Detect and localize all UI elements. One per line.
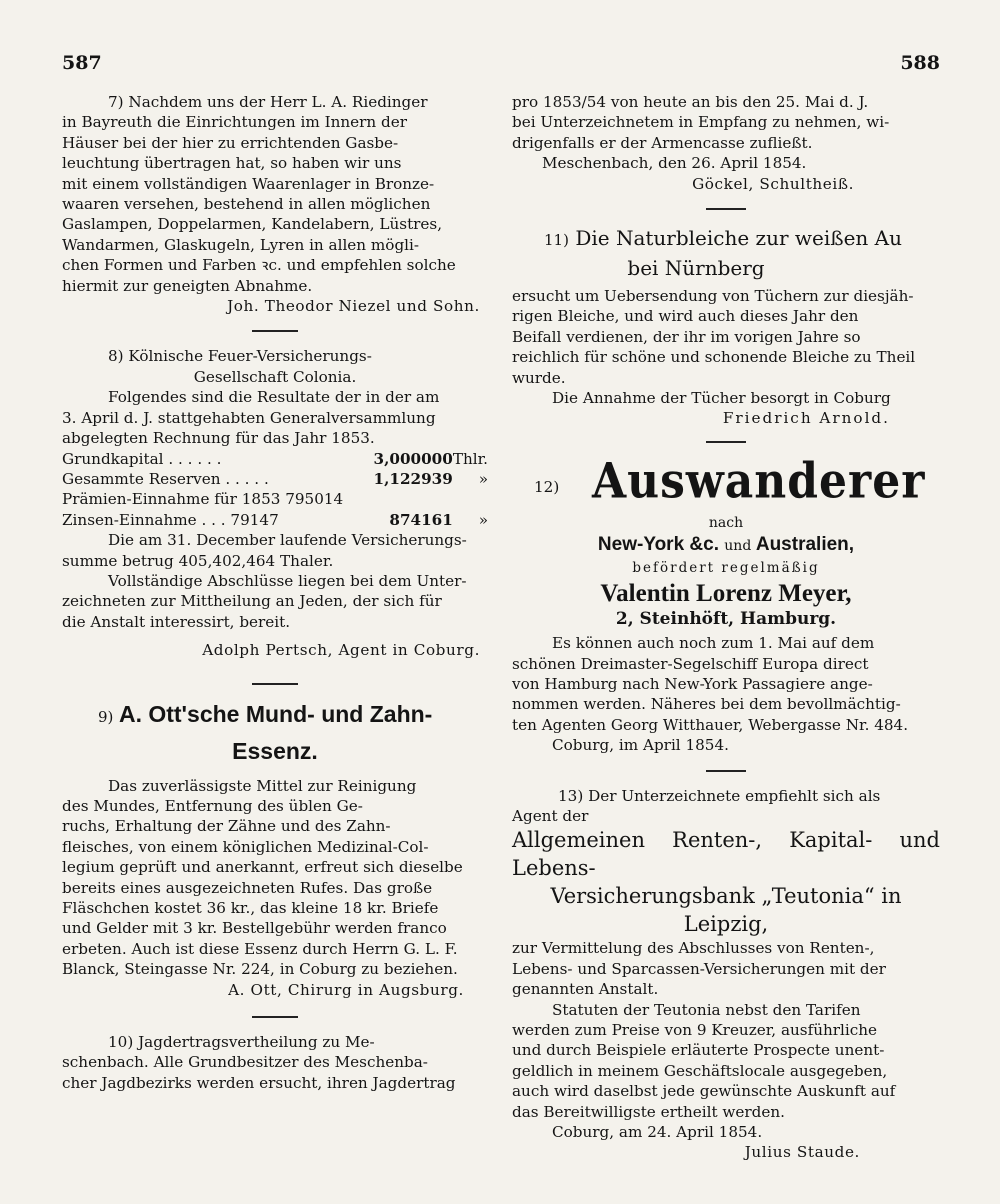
notice-12-emigrants (512, 453, 940, 756)
notice-signature: Julius Staude. (744, 1143, 860, 1162)
page-number-left: 587 (62, 52, 102, 74)
notice-line: und durch Beispiele erläuterte Prospecte unent- (512, 1041, 885, 1060)
notice-heading (62, 699, 488, 732)
table-value: 1,122939 (373, 469, 453, 488)
notice-line: 3. April d. J. stattgehabten Generalversammlung (62, 408, 436, 427)
notice-line: auch wird daselbst jede gewünschte Auskunft auf (512, 1082, 896, 1101)
notice-line: fleisches, von einem königlichen Medizinal-Col- (62, 837, 429, 856)
notice-signature: Adolph Pertsch, Agent in Coburg. (202, 641, 480, 660)
company-address: 2, Steinhöft, Hamburg. (615, 608, 837, 629)
table-label: Zinsen-Einnahme . . . 79147 (62, 510, 279, 529)
notice-13-teutonia (512, 786, 940, 1163)
notice-line: summe betrug 405,402,464 Thaler. (62, 551, 334, 570)
notice-heading-text: bei Nürnberg (627, 256, 765, 281)
table-row (62, 510, 488, 530)
separator-rule (252, 683, 298, 685)
notice-heading-text: A. Ott'sche Mund- und Zahn- (118, 700, 433, 727)
notice-line: rigen Bleiche, und wird auch dieses Jahr den (512, 307, 859, 326)
notice-line: 10) Jagdertragsvertheilung zu Me- (108, 1033, 375, 1052)
notice-line: von Hamburg nach New-York Passagiere ange- (512, 674, 873, 693)
table-value (367, 489, 453, 509)
conjunction: und (724, 538, 752, 555)
notice-8-colonia-insurance (62, 346, 488, 660)
notice-signature: Joh. Theodor Niezel und Sohn. (227, 297, 480, 316)
table-label: Prämien-Einnahme für 1853 795014 (62, 490, 344, 509)
table-unit: Thlr. (452, 449, 488, 468)
left-column (62, 92, 488, 1093)
notice-line: 13) Der Unterzeichnete empfiehlt sich als (558, 786, 881, 805)
notice-line: das Bereitwilligste ertheilt werden. (512, 1102, 785, 1121)
notice-line: Gaslampen, Doppelarmen, Kandelabern, Lüstres, (62, 215, 443, 234)
table-row (62, 449, 488, 469)
notice-heading: 8) Kölnische Feuer-Versicherungs- (108, 347, 372, 366)
notice-signature: Göckel, Schultheiß. (692, 174, 854, 193)
notice-line: reichlich für schöne und schonende Bleiche zu Theil (512, 348, 916, 367)
notice-line: waaren versehen, bestehend in allen möglichen (62, 195, 431, 214)
notice-line: zeichneten zur Mittheilung an Jeden, der sich für (62, 592, 442, 611)
table-row (62, 489, 488, 509)
notice-number: 9) (98, 707, 114, 726)
notice-number: 11) (544, 231, 569, 250)
notice-line: genannten Anstalt. (512, 980, 659, 999)
notice-number: 12) (534, 477, 560, 496)
notice-line: Häuser bei der hier zu errichtenden Gasbe- (62, 133, 399, 152)
separator-rule (252, 1016, 298, 1018)
notice-line: zur Vermittelung des Abschlusses von Renten-, (512, 939, 875, 958)
notice-line: Vollständige Abschlüsse liegen bei dem Unter- (108, 571, 467, 590)
table-unit: » (478, 469, 488, 488)
notice-line: leuchtung übertragen hat, so haben wir uns (62, 154, 402, 173)
notice-line: Agent der (512, 806, 589, 825)
notice-10-continuation (512, 92, 940, 194)
notice-heading (512, 224, 940, 254)
notice-line: wurde. (512, 368, 566, 387)
notice-place-date: Coburg, am 24. April 1854. (552, 1123, 763, 1141)
notice-9-ott-essence (62, 699, 488, 1000)
emigrants-headline: Auswanderer (592, 453, 926, 510)
notice-line: in Bayreuth die Einrichtungen im Innern der (62, 113, 407, 132)
notice-line: Lebens- und Sparcassen-Versicherungen mit der (512, 959, 886, 978)
notice-line: mit einem vollständigen Waarenlager in Bronze- (62, 174, 435, 193)
notice-line: schenbach. Alle Grundbesitzer des Meschenba- (62, 1053, 428, 1072)
notice-line: bereits eines ausgezeichneten Rufes. Das große (62, 878, 433, 897)
notice-line: drigenfalls er der Armencasse zufließt. (512, 133, 813, 152)
notice-line: Beifall verdienen, der ihr im vorigen Jahre so (512, 327, 861, 346)
table-unit: » (478, 510, 488, 529)
bank-name: Allgemeinen Renten-, Kapital- und Lebens- (512, 828, 940, 881)
notice-line: hiermit zur geneigten Abnahme. (62, 276, 313, 295)
notice-place-date: Coburg, im April 1854. (552, 736, 729, 755)
notice-line: Die Annahme der Tücher besorgt in Coburg (552, 389, 891, 408)
notice-line: erbeten. Auch ist diese Essenz durch Herrn G. L. F. (62, 939, 458, 958)
notice-line: legium geprüft und anerkannt, erfreut sich dieselbe (62, 858, 463, 877)
separator-rule (252, 330, 298, 332)
separator-rule (706, 208, 746, 210)
financial-results-table (62, 449, 488, 531)
notice-line: und Gelder mit 3 kr. Bestellgebühr werden franco (62, 919, 447, 938)
table-label: Grundkapital . . . . . . (62, 449, 222, 468)
table-value: 3,000000 (373, 449, 453, 468)
notice-line: werden zum Preise von 9 Kreuzer, ausführliche (512, 1020, 878, 1039)
notice-line: ruchs, Erhaltung der Zähne und des Zahn- (62, 817, 391, 836)
notice-line: ten Agenten Georg Witthauer, Webergasse Nr. 484. (512, 715, 909, 734)
table-unit (453, 489, 488, 509)
notice-line: 7) Nachdem uns der Herr L. A. Riedinger (108, 93, 428, 111)
notice-line: abgelegten Rechnung für das Jahr 1853. (62, 429, 375, 448)
notice-line: die Anstalt interessirt, bereit. (62, 612, 291, 631)
notice-line: Es können auch noch zum 1. Mai auf dem (552, 634, 875, 653)
notice-line: geldlich in meinem Geschäftslocale ausgegeben, (512, 1061, 888, 1080)
bank-name: Versicherungsbank „Teutonia“ in Leipzig, (550, 884, 902, 937)
notice-11-natural-bleaching (512, 224, 940, 429)
notice-place-date: Meschenbach, den 26. April 1854. (542, 154, 807, 173)
separator-rule (706, 770, 746, 772)
notice-line: Fläschchen kostet 36 kr., das kleine 18 kr. Briefe (62, 899, 439, 917)
notice-line: Folgendes sind die Resultate der in der am (108, 388, 440, 407)
notice-line: bei Unterzeichnetem in Empfang zu nehmen, wi- (512, 113, 890, 132)
notice-line: Die am 31. December laufende Versicherungs- (108, 531, 467, 550)
notice-line: befördert regelmäßig (632, 560, 820, 577)
notice-line: cher Jagdbezirks werden ersucht, ihren Jagdertrag (62, 1073, 456, 1092)
notice-line: nommen werden. Näheres bei dem bevollmächtig- (512, 695, 901, 714)
notice-heading-text: Essenz. (232, 737, 318, 764)
notice-line: pro 1853/54 von heute an bis den 25. Mai d. J. (512, 93, 869, 111)
notice-heading-text: Die Naturbleiche zur weißen Au (575, 226, 902, 251)
separator-rule (706, 441, 746, 443)
company-name: Valentin Lorenz Meyer, (600, 579, 852, 607)
notice-heading: Gesellschaft Colonia. (193, 367, 357, 386)
notice-line: ersucht um Uebersendung von Tüchern zur diesjäh- (512, 287, 914, 306)
notice-10-hunting-yield (62, 1032, 488, 1093)
notice-line: Statuten der Teutonia nebst den Tarifen (552, 1000, 861, 1019)
notice-signature: A. Ott, Chirurg in Augsburg. (228, 980, 464, 999)
right-column (512, 92, 940, 1163)
notice-heading (512, 453, 940, 511)
notice-line: Blanck, Steingasse Nr. 224, in Coburg zu beziehen. (62, 960, 458, 979)
notice-line: schönen Dreimaster-Segelschiff Europa direct (512, 654, 869, 673)
page-number-right: 588 (900, 52, 940, 74)
notice-signature: Friedrich Arnold. (722, 409, 890, 428)
notice-line: des Mundes, Entfernung des üblen Ge- (62, 796, 363, 815)
notice-7-gas-lighting (62, 92, 488, 316)
notice-line: Das zuverlässigste Mittel zur Reinigung (108, 776, 417, 795)
notice-line: chen Formen und Farben ꝛc. und empfehlen solche (62, 256, 456, 275)
destination-new-york: New-York &c. (597, 534, 719, 556)
destinations-line (512, 533, 940, 558)
notice-line: Wandarmen, Glaskugeln, Lyren in allen mögli- (62, 235, 420, 254)
table-row (62, 469, 488, 489)
notice-line: nach (708, 514, 744, 531)
table-label: Gesammte Reserven . . . . . (62, 469, 269, 488)
table-value: 874161 (389, 510, 453, 529)
destination-australia: Australien, (755, 534, 855, 556)
